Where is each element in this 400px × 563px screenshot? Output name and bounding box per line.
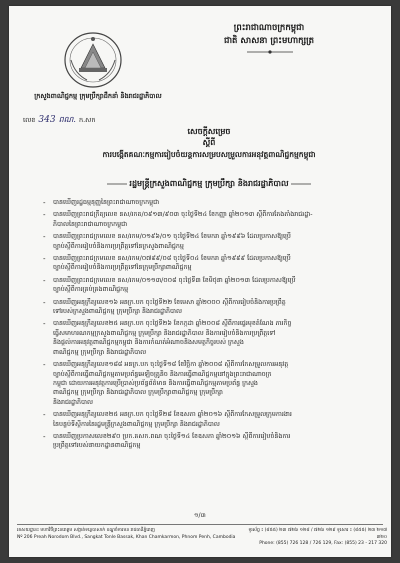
bullet-dash: -	[43, 432, 46, 441]
ref-suffix: ពណ.	[58, 115, 76, 124]
bullet-dash: -	[43, 211, 46, 220]
list-item-line: និងផ្តល់ការអនុវត្តពាណិជ្ជកម្មកម្ពុជា និងការកំណត់អំណាចនិងសមត្ថកិច្ចរបស់ ក្រសួង	[53, 339, 244, 347]
list-item-line: បានឃើញព្រះរាជក្រមលេខ នស/រកម/០១៩៦/០១ ចុះថ្ងៃទី២៤ ខែមករា ឆ្នាំ១៩៩៦ ដែលប្រកាសឱ្យប្រើ	[53, 233, 291, 241]
motto-line: ជាតិ សាសនា ព្រះមហាក្សត្រ	[223, 36, 315, 46]
bullet-dash: -	[43, 411, 46, 420]
list-item-line: បានឃើញព្រះរាជក្រមលេខ នស/រកម/០១១៣/០០៨ ចុះថ្ងៃទី៣ ខែមិថុនា ឆ្នាំ២០១៣ ដែលប្រកាសឱ្យប្រើ	[53, 276, 296, 284]
ministry-emblem-icon	[61, 30, 125, 90]
list-item-line: និងរាជរដ្ឋាភិបាល	[53, 398, 93, 406]
footer-phone-kh: ទូរស័ព្ទ ៖ (៨៥៥) ២៣ ៧២៦ ១២៨ / ៧២៦ ១២៩ ទូរសារ ៖ (៨៥៥) ២៣ ២១៧ ៣២០	[248, 528, 387, 540]
list-item	[43, 360, 363, 407]
list-item	[43, 319, 363, 357]
bullet-dash: -	[43, 298, 46, 307]
list-item-line: បានឃើញអនុក្រឹត្យលេខ១៦ អនក្រ.បក ចុះថ្ងៃទី២២ ខែមេសា ឆ្នាំ២០០០ ស្តីពីការរៀបចំនិងការប្រព្រឹត្ត	[53, 298, 286, 306]
list-item-line: ពាណិជ្ជកម្ម ក្រុមប្រឹក្សា និងរាជរដ្ឋាភិបាល ក្រុមប្រឹក្សាពាណិជ្ជកម្ម ក្រុមប្រឹក្សា	[53, 389, 223, 397]
list-item-line: បានឃើញអនុក្រឹត្យលេខ១៨៨ អនក្រ.បក ចុះថ្ងៃទី១៨ ខែវិច្ឆិកា ឆ្នាំ២០០៨ ស្តីពីការកែសម្រួលការអនុវត្ត	[53, 361, 289, 369]
minister-heading	[49, 178, 369, 190]
footer-contact	[237, 528, 387, 548]
ornament-left-icon	[107, 182, 127, 186]
document-page	[9, 6, 391, 557]
list-item-line: ច្បាប់ស្តីពីការធ្វើពាណិជ្ជកម្មតាមប្រព័ន្ធអេឡិចត្រូនិច និងការធ្វើពាណិជ្ជកម្មនៅក្នុងព្រះរាជាណាចក្រ	[53, 370, 272, 378]
kingdom-header	[159, 22, 379, 48]
title-line-1: សេចក្តីសម្រេច	[187, 127, 231, 136]
footer-phone-en: Phone: (855) 726 128 / 726 129, Fax: (855) 23 - 217 320	[259, 541, 387, 546]
list-item-line: បានឃើញរដ្ឋធម្មនុញ្ញនៃព្រះរាជាណាចក្រកម្ពុជា	[53, 199, 160, 206]
bullet-dash: -	[43, 361, 46, 370]
preamble-list	[43, 198, 363, 454]
list-item	[43, 432, 363, 451]
list-item-line: បានឃើញប្រកាសលេខ២៩០ ប្រក.គសក.ពណ ចុះថ្ងៃទី១៤ ខែឧសភា ឆ្នាំ២០១៦ ស្តីពីការរៀបចំនិងការ	[53, 432, 291, 440]
page-number: ១/៣	[194, 512, 206, 519]
title-line-3: ការបង្កើតគណៈកម្មការរៀបចំយន្តការសម្របសម្រួលការអនុវត្តពាណិជ្ជកម្មកម្ពុជា	[102, 150, 316, 159]
list-item-line: បានឃើញព្រះរាជក្រមលេខ នស/រកម/០៧៩៩/០៨ ចុះថ្ងៃទី០៤ ខែមករា ឆ្នាំ១៩៩៩ ដែលប្រកាសឱ្យប្រើ	[53, 255, 291, 263]
ref-tail: ក.សក	[78, 116, 96, 124]
decision-title	[49, 126, 369, 160]
list-item	[43, 410, 363, 429]
title-line-2: ស្តីពី	[202, 138, 216, 147]
list-item-line: បានឃើញអនុក្រឹត្យលេខ២៥ អនក្រ.បក ចុះថ្ងៃទី២៦ ខែកក្កដា ឆ្នាំ២០០៨ ស្តីពីការផ្ទេរមុខតំណែង ភារកិច្ច	[53, 320, 292, 328]
list-item	[43, 276, 363, 295]
list-item-line: បានឃើញព្រះរាជក្រឹត្យលេខ នស/រកត/០៩១៣/៩០៣ ចុះថ្ងៃទី២៤ ខែកញ្ញា ឆ្នាំ២០១៣ ស្តីពីការតែងតាំងរាជរដ្ឋា-	[53, 211, 313, 219]
list-item	[43, 232, 363, 251]
footer-divider	[17, 524, 383, 525]
list-item-line: នៃបន្ទប់ទីស្តីការនៃរដ្ឋមន្ត្រីក្រសួងពាណិជ្ជកម្ម ក្រុមប្រឹក្សា និងរាជរដ្ឋាភិបាល	[53, 420, 220, 428]
ornament-right-icon	[291, 182, 311, 186]
bullet-dash: -	[43, 276, 46, 285]
footer-address-kh: អាសយដ្ឋាន៖ មហាវិថីព្រះនរោត្តម សង្កាត់ទន្លេបាសាក់ ខណ្ឌចំការមន រាជធានីភ្នំពេញ	[17, 528, 155, 533]
bullet-dash: -	[43, 199, 46, 207]
list-item-line: ភិបាលនៃព្រះរាជាណាចក្រកម្ពុជា	[53, 220, 128, 228]
list-item-line: ធ្វើសមាហរណកម្មក្រសួងពាណិជ្ជកម្ម ក្រុមប្រឹក្សា និងរាជរដ្ឋាភិបាល និងការរៀបចំនិងការប្រព្រឹត្តទៅ	[53, 329, 276, 337]
ref-number: 343	[38, 115, 56, 125]
footer-address	[17, 528, 237, 541]
list-item-line: ប្រព្រឹត្តទៅរបស់នាយកដ្ឋានពាណិជ្ជកម្ម	[53, 442, 141, 450]
bullet-dash: -	[43, 320, 46, 329]
list-item-line: ច្បាប់ស្តីពីការរៀបចំនិងការប្រព្រឹត្តទៅនៃក្រសួងពាណិជ្ជកម្ម	[53, 242, 184, 250]
list-item-line: ទៅរបស់ក្រសួងពាណិជ្ជកម្ម ក្រុមប្រឹក្សា និងរាជរដ្ឋាភិបាល	[53, 308, 183, 316]
list-item	[43, 198, 363, 207]
bullet-dash: -	[43, 255, 46, 264]
list-item-line: ពាណិជ្ជកម្ម ក្រុមប្រឹក្សា និងរាជរដ្ឋាភិបាល	[53, 348, 147, 356]
footer-address-en: Nº 206 Preah Norodom Blvd., Sangkat Tonle Bassak, Khan Chamkarmon, Phnom Penh, Cambodia	[17, 534, 236, 540]
ministry-name: ក្រសួងពាណិជ្ជកម្ម ក្រុមប្រឹក្សាដឹកនាំ និងរាជរដ្ឋាភិបាល	[34, 92, 162, 100]
kingdom-line: ព្រះរាជាណាចក្រកម្ពុជា	[233, 23, 305, 33]
reference-number-line	[23, 114, 203, 126]
list-item	[43, 298, 363, 317]
list-item	[43, 210, 363, 229]
ornament-divider	[247, 50, 293, 54]
ref-label: លេខ	[23, 116, 36, 124]
bullet-dash: -	[43, 233, 46, 242]
minister-title: រដ្ឋមន្ត្រីក្រសួងពាណិជ្ជកម្ម ក្រុមប្រឹក្សា និងរាជរដ្ឋាភិបាល	[129, 179, 289, 188]
list-item-line: ច្បាប់ស្តីពីការរៀបចំនិងការប្រព្រឹត្តទៅនៃក្រុមប្រឹក្សាពាណិជ្ជកម្ម	[53, 264, 192, 272]
list-item-line: បានឃើញអនុក្រឹត្យលេខ២៥ អនក្រ.បក ចុះថ្ងៃទី២៨ ខែឧសភា ឆ្នាំ២០១៦ ស្តីពីការកែសម្រួលក្រុមការងារ	[53, 411, 292, 419]
list-item-line: ច្បាប់ស្តីពីការគ្រប់គ្រងពាណិជ្ជកម្ម	[53, 286, 129, 294]
list-item-line: កម្ពុជា ដោយការអនុវត្តការប្រើប្រាស់ប្រព័ន្ធព័ត៌មាន និងការធ្វើពាណិជ្ជកម្មតាមប្រព័ន្ធ ក្រសួង	[53, 379, 258, 387]
list-item	[43, 254, 363, 273]
